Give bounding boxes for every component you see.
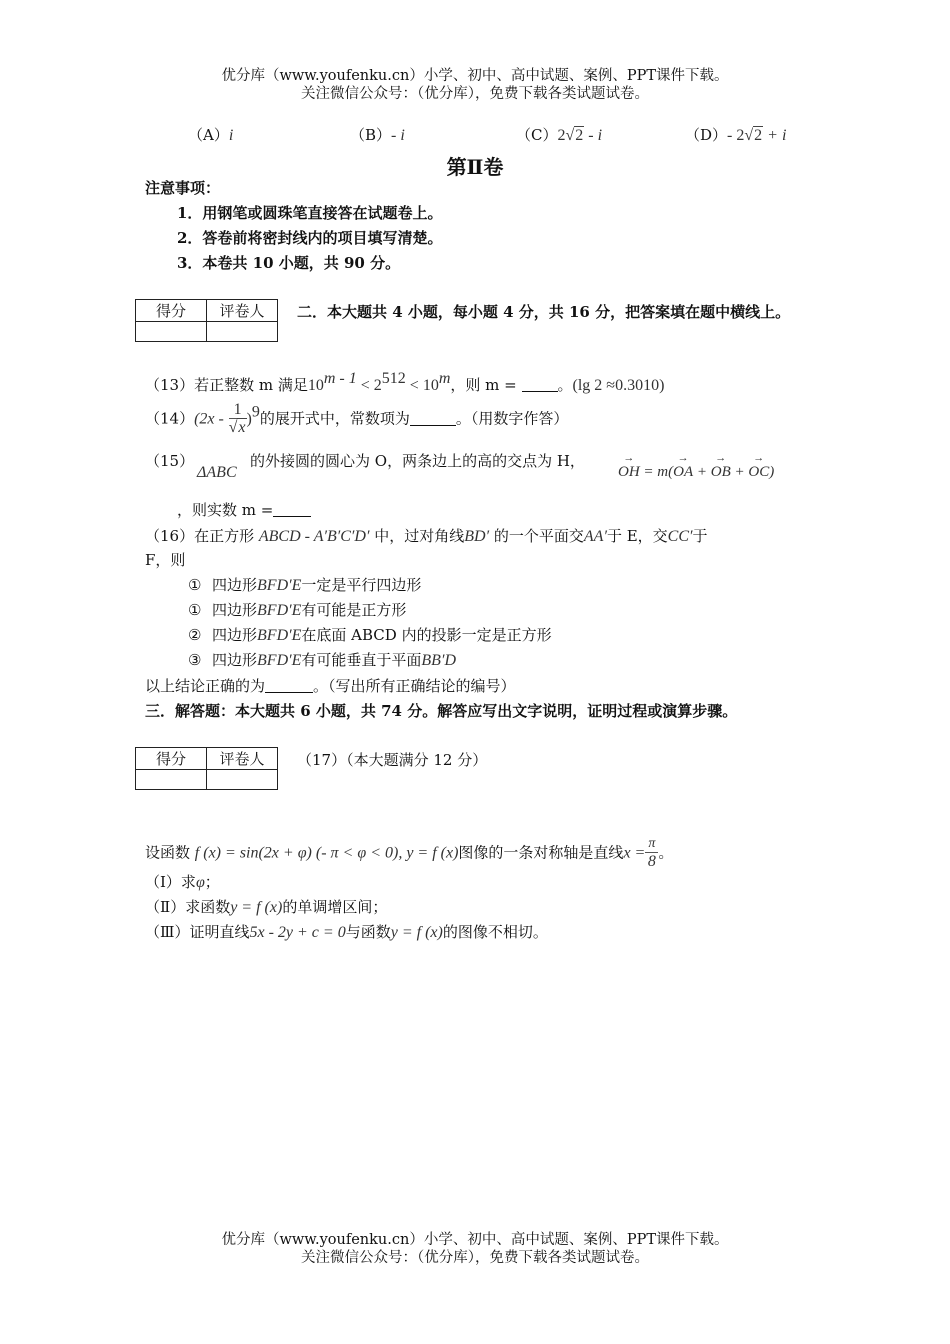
grader-cell[interactable] — [207, 770, 278, 790]
question-15-text: 的外接圆的圆心为 O，两条边上的高的交点为 H， — [250, 452, 585, 470]
option-b: （B）- i — [350, 126, 405, 144]
question-16-conclusion: 以上结论正确的为 。（写出所有正确结论的编号） — [145, 677, 516, 695]
vector-equation: → OH = m(→ OA + → OB + → OC) — [618, 464, 774, 481]
note-item-2: 2．答卷前将密封线内的项目填写清楚。 — [177, 229, 443, 247]
footer-line-2: 关注微信公众号：（优分库），免费下载各类试题试卷。 — [301, 1250, 649, 1266]
notes-title: 注意事项： — [145, 179, 221, 197]
question-13: （13）若正整数 m 满足$10^{m - 1} < 2^{512} < 10^m$，则 m = 。(lg 2 ≈0.3010) — [145, 370, 665, 394]
statement-4: ③ 四边形BFD′E有可能垂直于平面BB′D — [188, 651, 457, 669]
question-14: （14）(2x - $\frac{1}{√x}$ )$^9$的展开式中，常数项为 。（用数字作答） — [145, 401, 569, 436]
grader-cell[interactable] — [207, 322, 278, 342]
statement-2: ① 四边形BFD′E有可能是正方形 — [188, 601, 407, 619]
grader-header: 评卷人 — [207, 300, 278, 322]
note-item-1: 1．用钢笔或圆珠笔直接答在试题卷上。 — [177, 204, 443, 222]
option-c: （C）2√2 - i — [516, 126, 603, 144]
answer-blank-14[interactable] — [410, 411, 456, 426]
score-table-2 — [135, 747, 278, 790]
option-a: （A）i — [188, 126, 234, 144]
answer-blank-13[interactable] — [522, 377, 558, 392]
answer-blank-16[interactable] — [265, 678, 313, 693]
statement-3: ② 四边形BFD′E在底面 ABCD 内的投影一定是正方形 — [188, 626, 552, 644]
part2-heading: 二．本大题共 4 小题，每小题 4 分，共 16 分，把答案填在题中横线上。 — [297, 303, 791, 321]
header-line-1: 优分库（www.youfenku.cn）小学、初中、高中试题、案例、PPT课件下载。 — [221, 68, 729, 84]
question-17-part-3: （Ⅲ）证明直线5x - 2y + c = 0与函数y = f (x)的图像不相切。 — [145, 923, 548, 941]
grader-header: 评卷人 — [207, 748, 278, 770]
option-d: （D）- 2√2 + i — [685, 126, 787, 144]
section-title: 第Ⅱ卷 — [446, 155, 504, 179]
score-cell[interactable] — [136, 322, 207, 342]
question-17-part-1: （Ⅰ）求φ； — [145, 873, 220, 891]
header-line-2: 关注微信公众号：（优分库），免费下载各类试题试卷。 — [301, 86, 649, 102]
score-header: 得分 — [136, 748, 207, 770]
question-16-line2: F，则 — [145, 551, 186, 569]
score-table-1 — [135, 299, 278, 342]
footer-line-1: 优分库（www.youfenku.cn）小学、初中、高中试题、案例、PPT课件下载。 — [221, 1232, 729, 1248]
question-17-title: （17）（本大题满分 12 分） — [297, 751, 488, 769]
statement-1: ① 四边形BFD′E一定是平行四边形 — [188, 576, 422, 594]
score-cell[interactable] — [136, 770, 207, 790]
question-17-part-2: （Ⅱ）求函数y = f (x)的单调增区间； — [145, 898, 388, 916]
triangle-abc: ΔABC — [197, 464, 237, 481]
question-17-stem: 设函数 f (x) = sin(2x + φ) (- π < φ < 0), y = f (x)图像的一条对称轴是直线x = $\frac{\pi}{8}$ 。 — [145, 836, 674, 870]
question-15-num: （15） — [145, 452, 195, 470]
question-16: （16）在正方形 ABCD - A′B′C′D′ 中，过对角线BD′ 的一个平面交AA′于 E，交CC′于 — [145, 527, 708, 545]
answer-blank-15[interactable] — [273, 502, 311, 517]
note-item-3: 3．本卷共 10 小题，共 90 分。 — [177, 254, 401, 272]
score-header: 得分 — [136, 300, 207, 322]
part3-heading: 三．解答题：本大题共 6 小题，共 74 分。解答应写出文字说明，证明过程或演算步骤。 — [145, 702, 738, 720]
question-15-line2: ，则实数 m = — [177, 500, 311, 520]
